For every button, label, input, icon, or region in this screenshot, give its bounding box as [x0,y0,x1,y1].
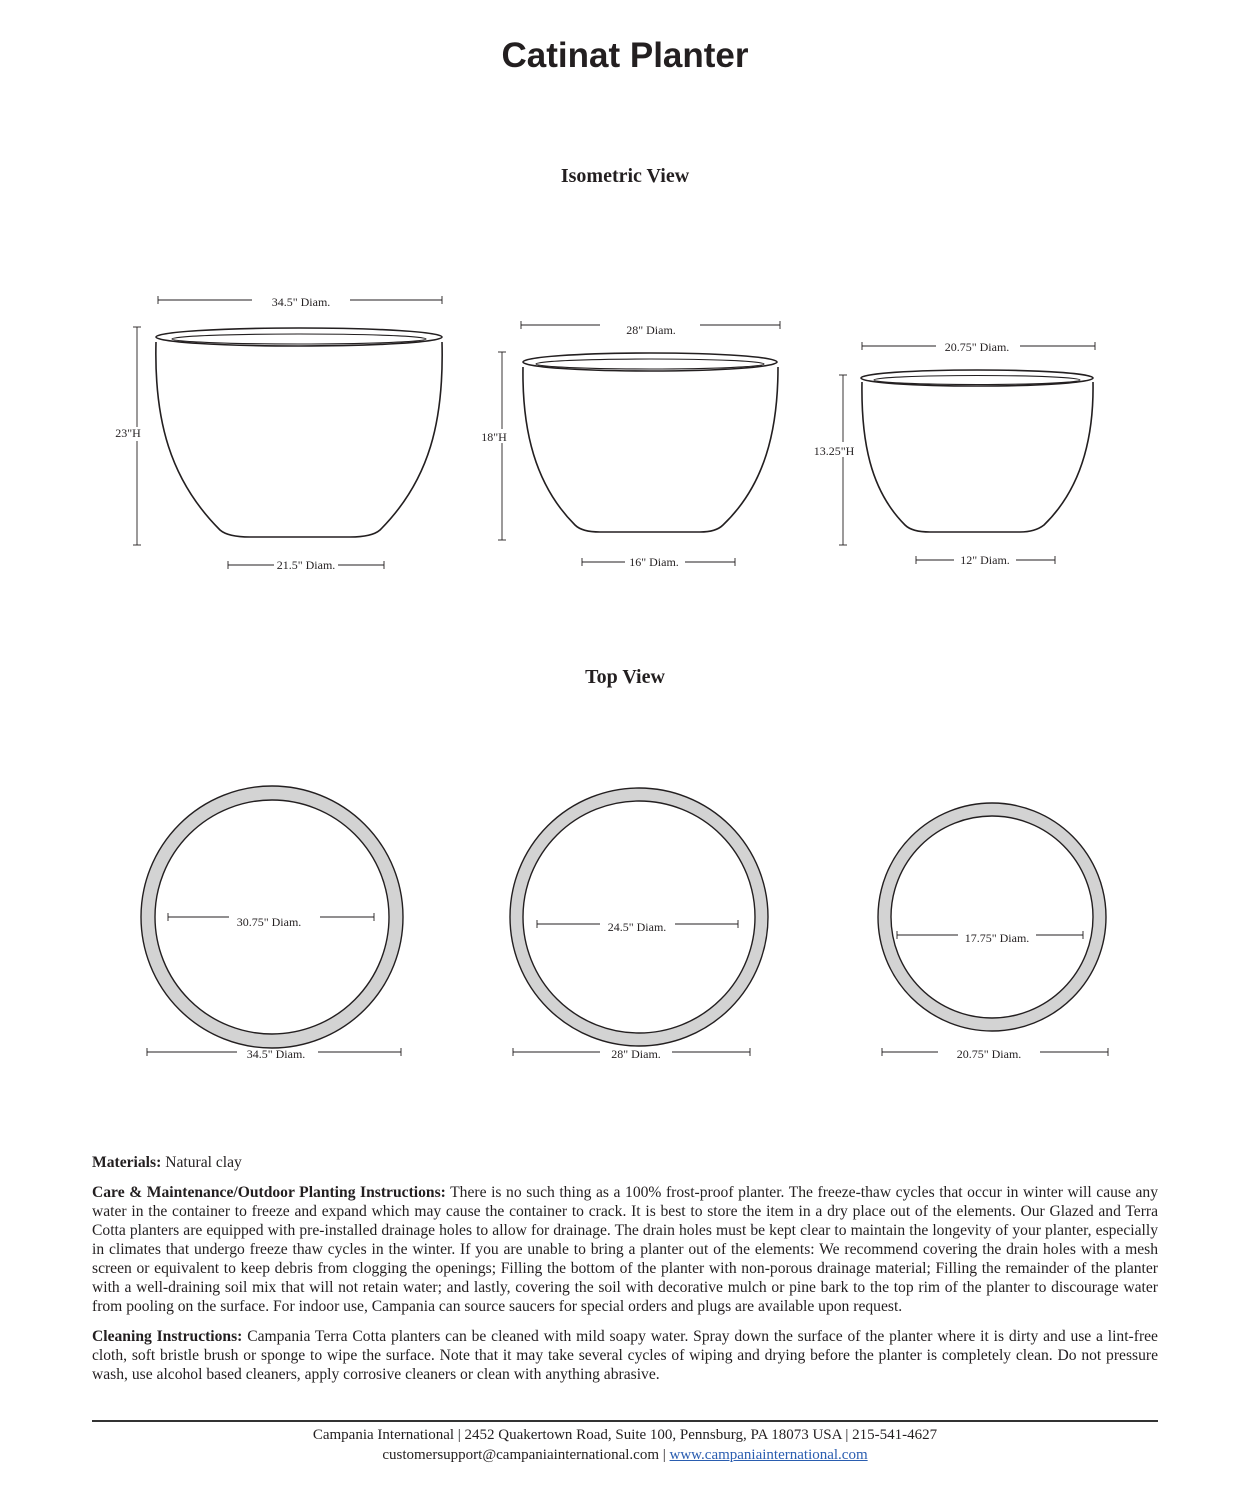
top-view-ring-small [878,803,1106,1031]
isometric-planter-small [861,370,1093,532]
iso-3-height: 13.25"H [813,444,855,458]
isometric-planter-medium [523,353,778,532]
top-1-inner-diameter: 30.75" Diam. [236,915,302,929]
footer [0,1425,1250,1465]
footer-email[interactable]: customersupport@campaniainternational.com [382,1447,659,1463]
cleaning-paragraph [92,1327,1158,1384]
footer-website-link[interactable]: www.campaniainternational.com [669,1447,868,1463]
footer-separator: | [659,1447,670,1463]
iso-2-top-diameter: 28" Diam. [626,323,676,337]
care-label: Care & Maintenance/Outdoor Planting Instructions: [92,1184,446,1201]
isometric-planter-large [156,328,442,537]
iso-1-height: 23"H [115,426,141,440]
top-view-heading: Top View [585,666,665,688]
top-1-outer-diameter: 34.5" Diam. [246,1047,306,1061]
top-2-outer-diameter: 28" Diam. [611,1047,661,1061]
iso-3-top-diameter: 20.75" Diam. [944,340,1010,354]
iso-1-top-diameter: 34.5" Diam. [271,295,331,309]
materials-paragraph [92,1153,1158,1172]
top-3-inner-diameter: 17.75" Diam. [964,931,1030,945]
footer-divider [92,1420,1158,1422]
care-paragraph [92,1183,1158,1316]
cleaning-text: Campania Terra Cotta planters can be cleaned with mild soapy water. Spray down the surface of the planter where it is dirty and use a lint-free cloth, soft bristle brush or sponge to wipe the surface. Note that it may take several cycles of wiping and drying before the planter is completely clean. Do not pressure wash, use alcohol based cleaners, apply corrosive cleaners or clean with anything abrasive. [92,1328,1158,1383]
isometric-view-heading: Isometric View [560,165,690,187]
materials-text: Natural clay [165,1154,242,1171]
footer-contact [0,1445,1250,1465]
iso-2-height: 18"H [481,430,507,444]
page-title: Catinat Planter [501,36,749,75]
footer-address: Campania International | 2452 Quakertown Road, Suite 100, Pennsburg, PA 18073 USA | 215-541-4627 [312,1427,938,1443]
top-3-outer-diameter: 20.75" Diam. [956,1047,1022,1061]
cleaning-label: Cleaning Instructions: [92,1328,243,1345]
care-text: There is no such thing as a 100% frost-proof planter. The freeze-thaw cycles that occur in winter will cause any water in the container to freeze and expand which may cause the container to crack. It is best to store the item in a dry place out of the elements. Our Glazed and Terra Cotta planters are equipped with pre-installed drainage holes to allow for drainage. The drain holes must be kept clear to maintain the longevity of your planter, especially in climates that undergo freeze thaw cycles in the winter. If you are unable to bring a planter out of the elements: We recommend covering the drain holes with a mesh screen or equivalent to keep debris from clogging the openings; Filling the bottom of the planter with non-porous drainage material; Filling the remainder of the planter with a well-draining soil mix that will not retain water; and lastly, covering the soil with decorative mulch or pine bark to the top rim of the planter to discourage water from pooling on the surface. For indoor use, Campania can source saucers for special orders and plugs are available upon request. [92,1184,1158,1315]
iso-1-bottom-diameter: 21.5" Diam. [276,558,336,572]
top-view-ring-medium [510,788,768,1046]
product-details [92,1153,1158,1395]
materials-label: Materials: [92,1154,162,1171]
iso-3-bottom-diameter: 12" Diam. [960,553,1010,567]
iso-2-bottom-diameter: 16" Diam. [629,555,679,569]
top-2-inner-diameter: 24.5" Diam. [607,920,667,934]
